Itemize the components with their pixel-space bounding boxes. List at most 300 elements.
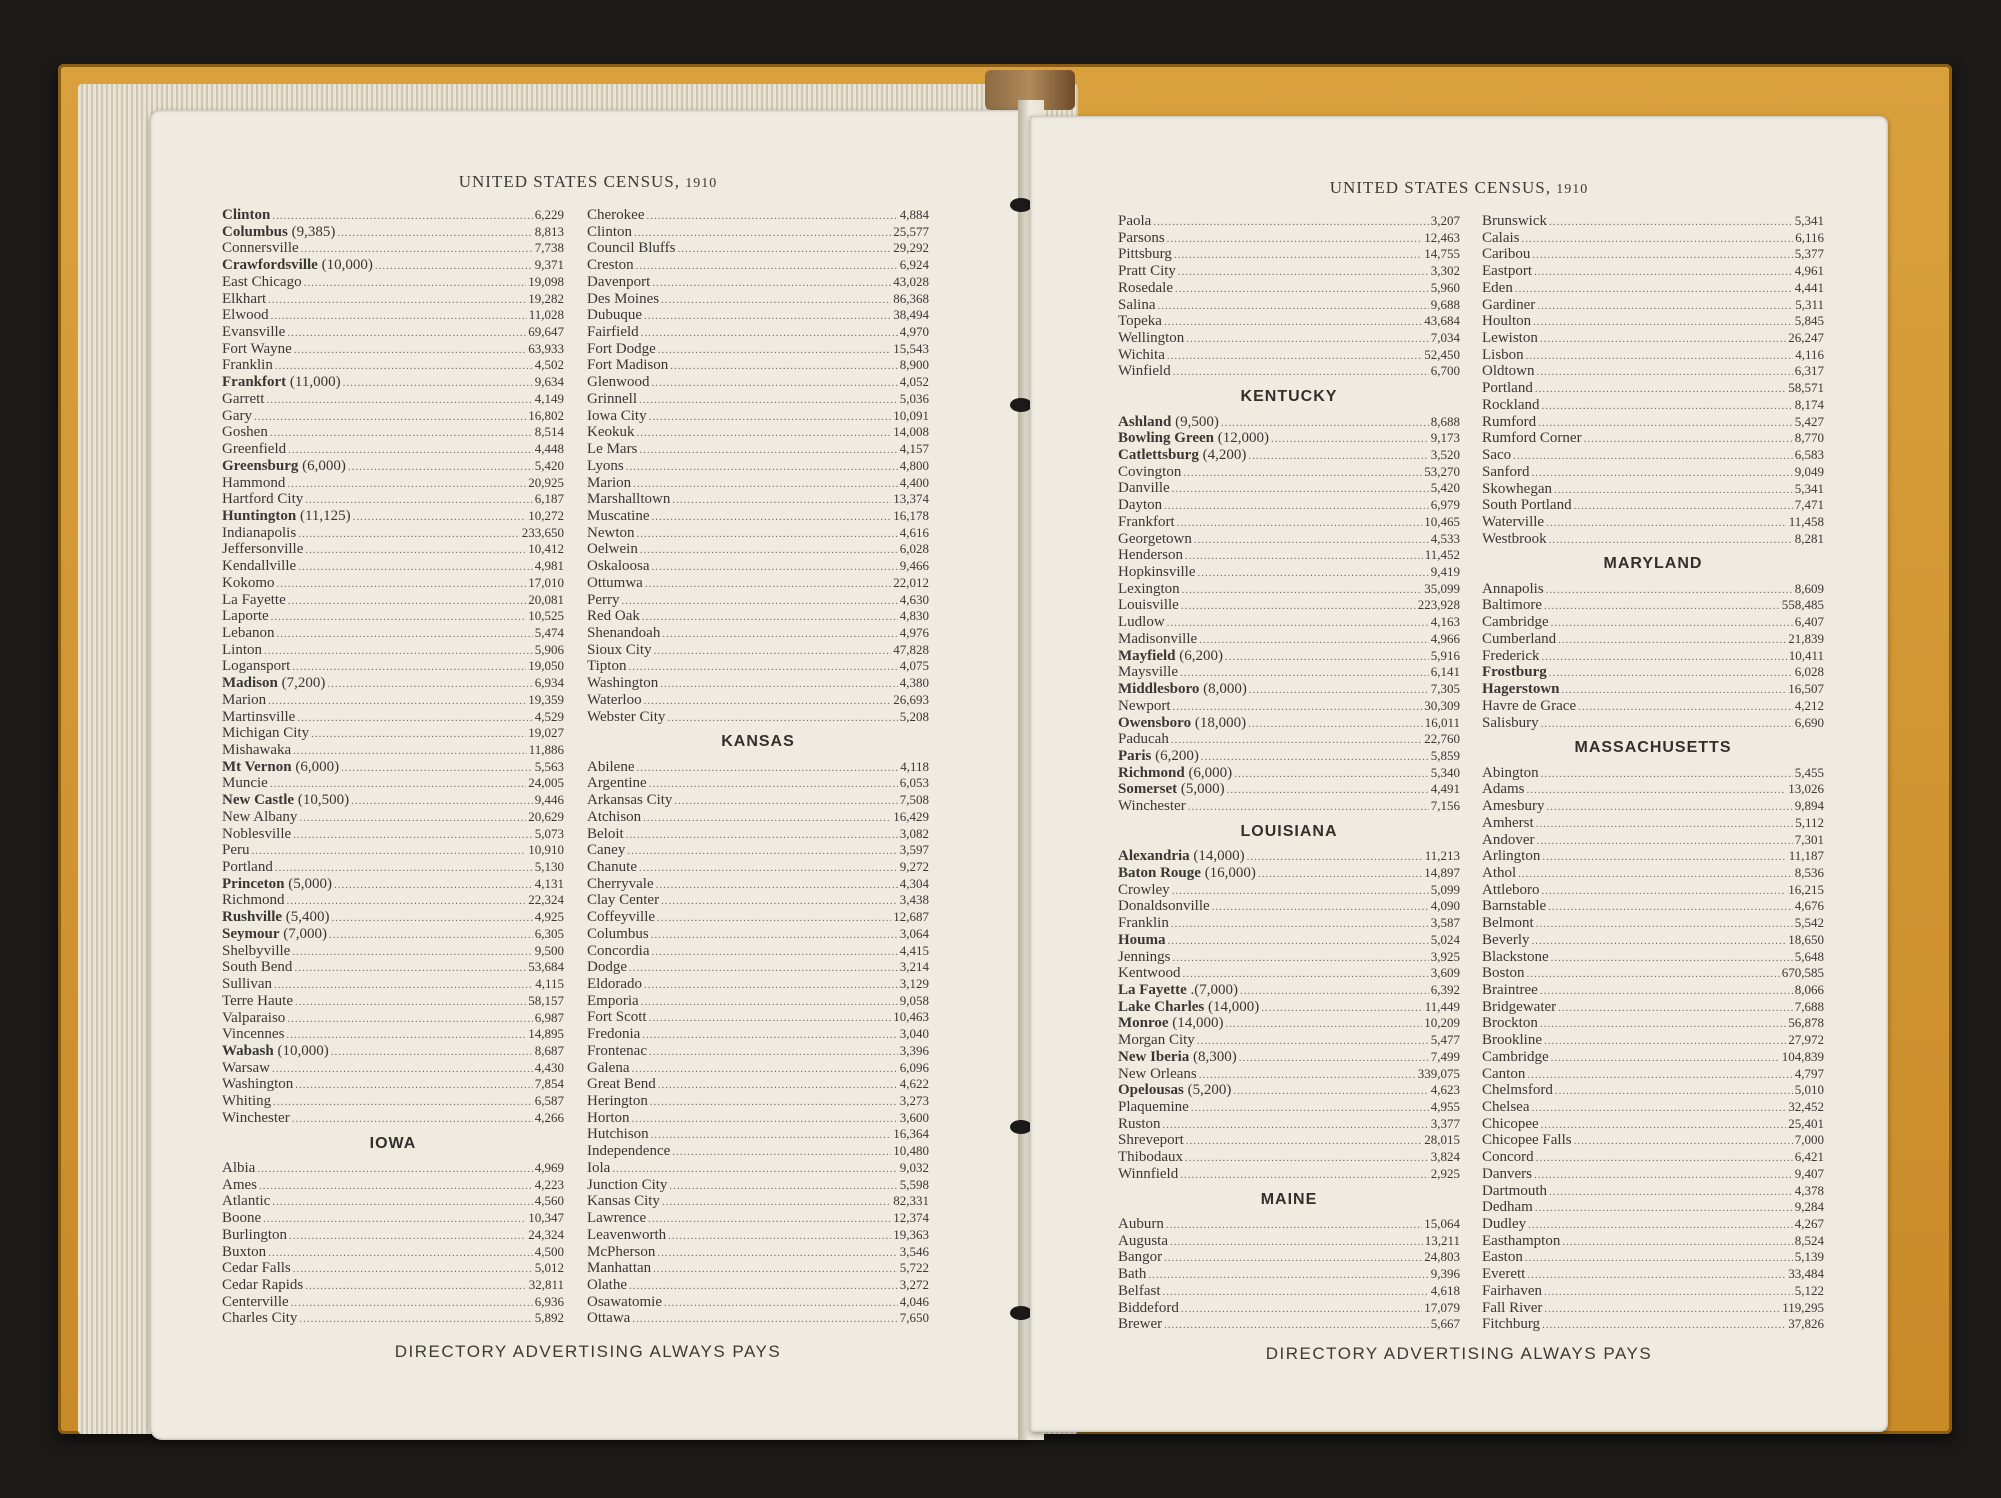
city-name: Havre de Grace <box>1482 697 1577 714</box>
leader-dots <box>1531 1100 1786 1116</box>
city-name: Princeton (5,000) <box>222 875 332 892</box>
city-name: Monroe (14,000) <box>1118 1015 1224 1032</box>
population-value: 9,049 <box>1794 463 1824 479</box>
leader-dots <box>1271 431 1429 447</box>
population-value: 8,900 <box>899 357 929 373</box>
city-name: Alexandria (14,000) <box>1118 848 1245 865</box>
leader-dots <box>1171 732 1422 748</box>
state-heading: KANSAS <box>721 733 795 751</box>
city-name: Arlington <box>1482 848 1541 865</box>
population-value: 11,458 <box>1788 513 1824 529</box>
leader-dots <box>286 1027 526 1043</box>
city-name: Middlesboro (8,000) <box>1118 681 1247 698</box>
binding-hole <box>1010 198 1032 212</box>
city-row <box>1118 447 1460 464</box>
population-value: 339,075 <box>1417 1065 1460 1081</box>
population-value: 4,400 <box>899 474 929 490</box>
leader-dots <box>641 994 898 1010</box>
city-name: Fort Wayne <box>222 340 292 357</box>
city-row <box>1118 1082 1460 1099</box>
city-row <box>1482 681 1824 698</box>
city-name: Andover <box>1482 831 1535 848</box>
city-row <box>222 876 564 893</box>
city-row <box>587 224 929 241</box>
leader-dots <box>1537 298 1793 314</box>
city-row <box>587 1009 929 1026</box>
city-row <box>222 274 564 291</box>
city-name: Galena <box>587 1059 630 1076</box>
city-row <box>222 892 564 909</box>
city-name: Brockton <box>1482 1015 1538 1032</box>
city-name: Everett <box>1482 1266 1526 1283</box>
city-row <box>1482 781 1824 798</box>
leader-dots <box>1531 933 1786 949</box>
population-value: 4,090 <box>1430 898 1460 914</box>
city-row <box>222 993 564 1010</box>
population-value: 52,450 <box>1424 346 1460 362</box>
city-name: Rushville (5,400) <box>222 909 330 926</box>
city-row <box>1118 1283 1460 1300</box>
leader-dots <box>1542 1317 1786 1333</box>
population-value: 17,079 <box>1424 1299 1460 1315</box>
city-name: Coffeyville <box>587 909 656 926</box>
city-name: Easton <box>1482 1249 1523 1266</box>
population-value: 6,936 <box>534 1293 564 1309</box>
leader-dots <box>1183 465 1422 481</box>
city-name: East Chicago <box>222 273 302 290</box>
population-value: 11,028 <box>528 307 564 323</box>
population-value: 10,412 <box>528 541 564 557</box>
city-row <box>1118 597 1460 614</box>
city-row <box>1482 932 1824 949</box>
city-name: Winchester <box>222 1109 290 1126</box>
leader-dots <box>1551 615 1793 631</box>
city-name: Fall River <box>1482 1299 1543 1316</box>
city-row <box>222 391 564 408</box>
city-row <box>1118 1015 1460 1032</box>
leader-dots <box>648 1211 891 1227</box>
population-value: 2,925 <box>1430 1165 1460 1181</box>
city-row <box>587 1177 929 1194</box>
leader-dots <box>301 241 533 257</box>
city-name: Chicopee <box>1482 1115 1539 1132</box>
city-name: Easthampton <box>1482 1232 1561 1249</box>
city-name: Huntington (11,125) <box>222 507 351 524</box>
population-value: 5,648 <box>1794 948 1824 964</box>
leader-dots <box>668 1228 891 1244</box>
leader-dots <box>1537 833 1793 849</box>
city-name: Cherryvale <box>587 875 654 892</box>
population-value: 5,340 <box>1430 764 1460 780</box>
city-name: Houma <box>1118 931 1166 948</box>
population-value: 7,471 <box>1794 497 1824 513</box>
population-value: 4,415 <box>899 942 929 958</box>
city-row <box>1118 514 1460 531</box>
city-row <box>1482 882 1824 899</box>
leader-dots <box>643 810 891 826</box>
population-value: 558,485 <box>1781 597 1824 613</box>
leader-dots <box>1544 598 1780 614</box>
city-row <box>222 1110 564 1127</box>
population-value: 11,449 <box>1424 998 1460 1014</box>
population-value: 8,174 <box>1794 396 1824 412</box>
leader-dots <box>664 1295 898 1311</box>
city-row <box>222 1227 564 1244</box>
city-row <box>222 1043 564 1060</box>
city-row <box>587 1110 929 1127</box>
city-row <box>1118 915 1460 932</box>
city-name: Newton <box>587 524 635 541</box>
city-name: La Fayette <box>222 591 286 608</box>
city-name: Crowley <box>1118 881 1170 898</box>
city-name: Cedar Rapids <box>222 1276 304 1293</box>
city-name: Portland <box>222 859 273 876</box>
population-value: 18,650 <box>1788 931 1824 947</box>
city-name: Jeffersonville <box>222 541 304 558</box>
city-name: Marion <box>587 474 632 491</box>
city-name: Wichita <box>1118 346 1165 363</box>
leader-dots <box>637 425 892 441</box>
header-year: 1910 <box>685 176 718 191</box>
population-value: 4,618 <box>1430 1282 1460 1298</box>
population-value: 5,892 <box>534 1310 564 1326</box>
leader-dots <box>295 1077 532 1093</box>
city-name: Atchison <box>587 808 642 825</box>
population-value: 28,015 <box>1424 1132 1460 1148</box>
leader-dots <box>1188 799 1429 815</box>
leader-dots <box>305 542 526 558</box>
city-row <box>1118 1316 1460 1333</box>
right-column-1 <box>1118 213 1460 1333</box>
population-value: 19,098 <box>528 273 564 289</box>
population-value: 5,130 <box>534 859 564 875</box>
population-value: 3,396 <box>899 1042 929 1058</box>
city-row <box>1118 664 1460 681</box>
city-name: Fairfield <box>587 324 639 341</box>
population-value: 3,082 <box>899 825 929 841</box>
state-heading: KENTUCKY <box>1240 388 1338 406</box>
city-row <box>587 709 929 726</box>
city-name: Kansas City <box>587 1193 660 1210</box>
leader-dots <box>652 375 898 391</box>
city-name: Centerville <box>222 1293 289 1310</box>
city-name: Lewiston <box>1482 330 1538 347</box>
city-row <box>1482 397 1824 414</box>
city-name: Junction City <box>587 1176 668 1193</box>
city-row <box>222 692 564 709</box>
leader-dots <box>266 392 532 408</box>
population-value: 4,157 <box>899 441 929 457</box>
population-value: 6,987 <box>534 1009 564 1025</box>
city-name: Michigan City <box>222 725 310 742</box>
city-name: Columbus (9,385) <box>222 223 336 240</box>
city-name: Lisbon <box>1482 346 1524 363</box>
leader-dots <box>632 1111 898 1127</box>
city-name: South Portland <box>1482 497 1572 514</box>
city-name: Frankfort (11,000) <box>222 374 341 391</box>
city-name: McPherson <box>587 1243 656 1260</box>
city-row <box>1118 280 1460 297</box>
city-name: Elkhart <box>222 290 267 307</box>
population-value: 6,587 <box>534 1093 564 1109</box>
population-value: 4,533 <box>1430 530 1460 546</box>
city-row <box>1482 765 1824 782</box>
city-name: Paris (6,200) <box>1118 747 1199 764</box>
leader-dots <box>271 308 527 324</box>
city-row <box>1482 848 1824 865</box>
city-name: Vincennes <box>222 1026 285 1043</box>
leader-dots <box>341 760 533 776</box>
city-name: Connersville <box>222 240 299 257</box>
population-value: 53,684 <box>528 959 564 975</box>
city-name: Abilene <box>587 758 635 775</box>
population-value: 32,811 <box>528 1276 564 1292</box>
city-row <box>1482 1199 1824 1216</box>
leader-dots <box>1248 716 1423 732</box>
leader-dots <box>268 693 526 709</box>
leader-dots <box>649 409 892 425</box>
city-row <box>1482 280 1824 297</box>
city-name: Fort Dodge <box>587 340 656 357</box>
population-value: 4,115 <box>535 976 564 992</box>
population-value: 3,597 <box>899 842 929 858</box>
population-value: 4,116 <box>1795 346 1824 362</box>
leader-dots <box>612 1161 897 1177</box>
city-name: Tipton <box>587 658 627 675</box>
city-row <box>222 424 564 441</box>
leader-dots <box>644 693 892 709</box>
city-row <box>587 525 929 542</box>
leader-dots <box>1170 1234 1423 1250</box>
leader-dots <box>1225 649 1429 665</box>
population-value: 9,396 <box>1430 1266 1460 1282</box>
city-row <box>587 1310 929 1327</box>
city-row <box>587 408 929 425</box>
leader-dots <box>289 1228 526 1244</box>
population-value: 4,560 <box>534 1193 564 1209</box>
city-row <box>1118 430 1460 447</box>
city-row <box>1482 263 1824 280</box>
population-value: 5,542 <box>1794 915 1824 931</box>
city-row <box>587 959 929 976</box>
city-row <box>222 1294 564 1311</box>
city-row <box>222 1177 564 1194</box>
population-value: 32,452 <box>1788 1099 1824 1114</box>
city-name: Richmond (6,000) <box>1118 764 1233 781</box>
leader-dots <box>1562 682 1787 698</box>
city-row <box>222 324 564 341</box>
city-row <box>587 491 929 508</box>
population-value: 9,272 <box>899 858 929 874</box>
population-value: 69,647 <box>528 324 564 340</box>
city-row <box>587 1260 929 1277</box>
city-name: Kentwood <box>1118 965 1181 982</box>
city-name: Baltimore <box>1482 597 1542 614</box>
leader-dots <box>651 509 891 525</box>
population-value: 58,157 <box>528 992 564 1008</box>
city-row <box>587 475 929 492</box>
population-value: 5,311 <box>1795 296 1824 312</box>
leader-dots <box>667 710 897 726</box>
city-name: Westbrook <box>1482 530 1547 547</box>
leader-dots <box>1183 966 1429 982</box>
population-value: 4,502 <box>534 357 564 373</box>
city-row <box>1118 1066 1460 1083</box>
leader-dots <box>1541 1117 1787 1133</box>
population-value: 43,684 <box>1424 313 1460 329</box>
population-value: 6,229 <box>534 207 564 222</box>
leader-dots <box>654 643 892 659</box>
city-row <box>222 575 564 592</box>
city-row <box>1118 1233 1460 1250</box>
city-row <box>1482 497 1824 514</box>
city-row <box>222 742 564 759</box>
city-name: Creston <box>587 257 634 274</box>
population-value: 8,524 <box>1794 1232 1824 1248</box>
city-row <box>222 257 564 274</box>
city-row <box>587 1244 929 1261</box>
population-value: 13,374 <box>893 491 929 507</box>
leader-dots <box>1212 899 1429 915</box>
city-row <box>587 257 929 274</box>
city-name: Iowa City <box>587 407 647 424</box>
city-name: New Iberia (8,300) <box>1118 1048 1237 1065</box>
leader-dots <box>295 994 526 1010</box>
city-name: Atlantic <box>222 1193 271 1210</box>
population-value: 7,301 <box>1794 831 1824 847</box>
city-row <box>1482 664 1824 681</box>
left-column-1 <box>222 207 564 1327</box>
population-value: 25,401 <box>1788 1115 1824 1131</box>
leader-dots <box>287 1011 532 1027</box>
city-row <box>1118 347 1460 364</box>
leader-dots <box>1164 1317 1429 1333</box>
city-name: Rumford <box>1482 413 1537 430</box>
leader-dots <box>1177 515 1423 531</box>
city-name: New Castle (10,500) <box>222 792 350 809</box>
city-row <box>222 240 564 257</box>
leader-dots <box>622 593 898 609</box>
city-row <box>1482 915 1824 932</box>
city-row <box>1482 246 1824 263</box>
population-value: 6,392 <box>1430 981 1460 997</box>
leader-dots <box>652 559 898 575</box>
city-row <box>1482 313 1824 330</box>
population-value: 4,616 <box>899 524 929 540</box>
city-row <box>1482 414 1824 431</box>
city-name: Topeka <box>1118 313 1162 330</box>
city-name: Crawfordsville (10,000) <box>222 257 373 274</box>
population-value: 7,688 <box>1794 998 1824 1014</box>
city-name: Shreveport <box>1118 1132 1184 1149</box>
city-name: Danvers <box>1482 1165 1532 1182</box>
leader-dots <box>1542 398 1793 414</box>
city-name: Ames <box>222 1176 257 1193</box>
population-value: 10,091 <box>893 407 929 423</box>
city-name: Le Mars <box>587 441 638 458</box>
city-row <box>587 207 929 224</box>
city-row <box>222 307 564 324</box>
leader-dots <box>1541 766 1793 782</box>
leader-dots <box>1549 214 1793 230</box>
leader-dots <box>1535 381 1786 397</box>
city-row <box>587 1126 929 1143</box>
population-value: 4,304 <box>899 875 929 891</box>
city-row <box>1482 213 1824 230</box>
leader-dots <box>1168 933 1429 949</box>
population-value: 6,979 <box>1430 497 1460 513</box>
population-value: 4,441 <box>1794 279 1824 295</box>
population-value: 26,247 <box>1788 330 1824 346</box>
leader-dots <box>291 1295 533 1311</box>
city-row <box>222 558 564 575</box>
leader-dots <box>334 877 533 893</box>
leader-dots <box>1528 1217 1793 1233</box>
leader-dots <box>656 877 898 893</box>
population-value: 8,514 <box>534 424 564 440</box>
leader-dots <box>626 459 898 475</box>
city-name: Charles City <box>222 1310 298 1327</box>
population-value: 21,839 <box>1788 630 1824 646</box>
population-value: 6,187 <box>534 491 564 507</box>
population-value: 16,429 <box>893 808 929 824</box>
city-row <box>1482 949 1824 966</box>
city-name: Laporte <box>222 608 269 625</box>
city-row <box>1482 648 1824 665</box>
city-name: Pittsburg <box>1118 246 1172 263</box>
leader-dots <box>1544 1284 1793 1300</box>
city-row <box>587 1160 929 1177</box>
population-value: 5,859 <box>1430 747 1460 763</box>
population-value: 4,884 <box>899 207 929 222</box>
population-value: 14,895 <box>528 1026 564 1042</box>
header-text: UNITED STATES CENSUS, <box>458 172 681 191</box>
population-value: 24,005 <box>528 775 564 791</box>
population-value: 5,916 <box>1430 647 1460 663</box>
population-value: 16,364 <box>893 1126 929 1142</box>
leader-dots <box>1199 632 1429 648</box>
city-name: Caney <box>587 842 626 859</box>
right-page-header <box>1030 178 1888 198</box>
city-name: Dudley <box>1482 1216 1527 1233</box>
leader-dots <box>1527 966 1780 982</box>
population-value: 3,214 <box>899 959 929 975</box>
leader-dots <box>1181 598 1416 614</box>
city-name: Elwood <box>222 307 269 324</box>
city-row <box>1118 949 1460 966</box>
city-row <box>222 1160 564 1177</box>
leader-dots <box>1541 649 1786 665</box>
leader-dots <box>1536 916 1793 932</box>
city-name: Chelsea <box>1482 1099 1530 1115</box>
city-name: Attleboro <box>1482 881 1540 898</box>
leader-dots <box>1258 866 1422 882</box>
leader-dots <box>292 1111 533 1127</box>
city-name: Washington <box>587 675 659 692</box>
population-value: 9,466 <box>899 558 929 574</box>
city-name: Catlettsburg (4,200) <box>1118 447 1247 464</box>
city-row <box>1118 330 1460 347</box>
city-row <box>1482 531 1824 548</box>
leader-dots <box>639 442 897 458</box>
leader-dots <box>1167 615 1429 631</box>
city-row <box>1118 230 1460 247</box>
city-row <box>587 842 929 859</box>
leader-dots <box>632 1311 897 1327</box>
city-row <box>222 207 564 224</box>
city-name: Whiting <box>222 1093 272 1110</box>
leader-dots <box>270 425 533 441</box>
